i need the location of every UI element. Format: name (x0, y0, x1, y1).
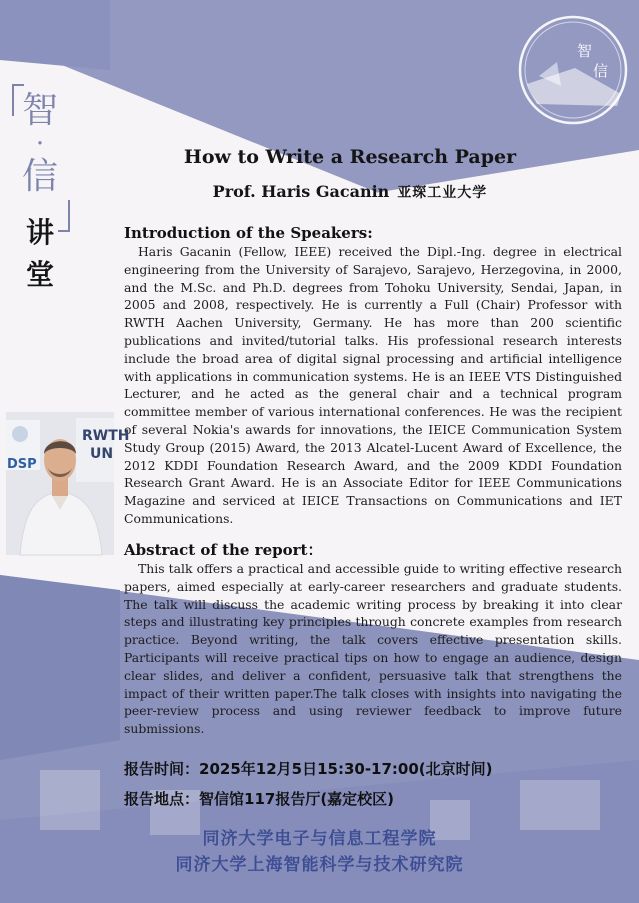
logo-char-2: 信 (593, 62, 609, 80)
intro-text: Haris Gacanin (Fellow, IEEE) received the Dipl.-Ing. degree in electrical engineering from the University of Sarajevo, Sarajevo, Herzegovina, in 2000, and the M.Sc. and Ph.D. degrees from Tohoku University, Sendai, Japan, in 2005 and 2008, respectively. He is currently a Full (Chair) Professor with RWTH Aachen University, Germany. He has more than 200 scientific publications and invited/tutorial talks. His professional research interests include the broad area of digital signal processing and artificial intelligence with applications in communication systems. He is an IEEE VTS Distinguished Lecturer, and he acted as the general chair and a technical program committee member of various international conferences. He was the recipient of several Nokia's awards for innovations, the IEICE Communication System Study Group (2015) Award, the 2013 Alcatel-Lucent Award of Excellence, the 2012 KDDI Foundation Research Award, and the 2009 KDDI Foundation Research Grant Award. He is an Associate Editor for IEEE Communications Magazine and serviced at IEICE Transactions on Communications and IET Communications. (124, 244, 622, 526)
talk-time (124, 758, 493, 779)
brand-char-jiang: 讲 (25, 216, 54, 249)
brand-char-xin: 信 (21, 156, 58, 197)
zhixin-seal-icon (517, 14, 629, 126)
logo-char-1: 智 (577, 42, 593, 60)
speaker-name: Prof. Haris Gacanin (212, 182, 390, 201)
brand-char-zhi: 智 (21, 90, 58, 131)
abstract-heading: Abstract of the report： (124, 541, 323, 559)
photo-sign-right-2: UN (90, 446, 114, 462)
photo-sign-left: DSP (7, 457, 37, 472)
speaker-photo (6, 412, 130, 555)
intro-heading: Introduction of the Speakers: (124, 224, 373, 242)
brand-column (10, 88, 70, 294)
organizer-1: 同济大学电子与信息工程学院 (202, 829, 437, 849)
time-label: 报告时间： (124, 760, 200, 778)
brand-char-tang: 堂 (25, 258, 54, 291)
time-value: 2025年12月5日15:30-17:00(北京时间) (199, 760, 493, 778)
organizer-2: 同济大学上海智能科学与技术研究院 (175, 855, 464, 875)
place-label: 报告地点： (124, 790, 200, 808)
brand-dot: · (35, 129, 45, 159)
abstract-text: This talk offers a practical and accessible guide to writing effective research papers, aimed especially at early-career researchers and graduate students. The talk will discuss the academic writing process by breaking it into clear steps and illustrating key principles through concrete examples from research practice. Beyond writing, the talk covers effective presentation skills. Participants will receive practical tips on how to engage an audience, design clear slides, and deliver a confident, persuasive talk that strengthens the impact of their written paper.The talk closes with insights into navigating the peer-review process and using reviewer feedback to improve future submissions. (124, 561, 622, 737)
speaker-portrait (6, 412, 130, 555)
speaker-line (140, 182, 560, 202)
speaker-affiliation: 亚琛工业大学 (397, 185, 488, 201)
place-value: 智信馆117报告厅(嘉定校区) (199, 790, 395, 808)
talk-place (124, 788, 394, 809)
photo-sign-right: RWTH (82, 428, 130, 444)
talk-title: How to Write a Research Paper (183, 146, 517, 168)
